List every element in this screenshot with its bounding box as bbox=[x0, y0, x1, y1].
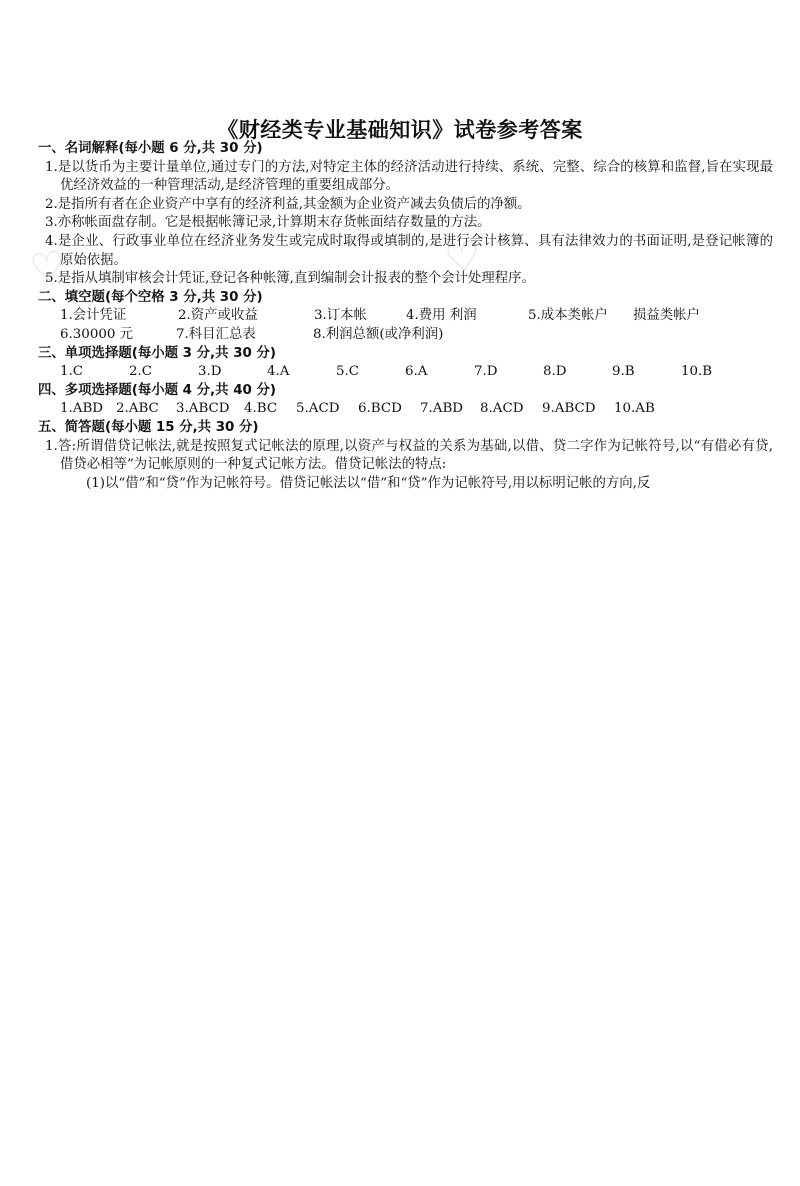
choice-answer: 4.A bbox=[267, 364, 290, 380]
choice-answer: 10.B bbox=[681, 364, 713, 380]
choice-answer: 5.C bbox=[336, 364, 360, 380]
choice-answer: 1.C bbox=[60, 364, 84, 380]
definition-answer-2: 2.是指所有者在企业资产中享有的经济利益,其金额为企业资产减去负债后的净额。 bbox=[45, 196, 531, 212]
choice-answer: 3.ABCD bbox=[176, 401, 230, 417]
watermark-logo-left: ♡ bbox=[26, 242, 69, 294]
choice-answer: 6.BCD bbox=[358, 401, 402, 417]
fill-answer: 4.费用 利润 bbox=[406, 308, 477, 324]
section-heading-single-choice: 三、单项选择题(每小题 3 分,共 30 分) bbox=[38, 345, 277, 361]
section-heading-fill-blanks: 二、填空题(每个空格 3 分,共 30 分) bbox=[38, 289, 263, 305]
definition-answer-4: 4.是企业、行政事业单位在经济业务发生或完成时取得或填制的,是进行会计核算、具有法律效力的书面证明,是登记帐簿的原始依据。 bbox=[45, 233, 773, 268]
section-heading-multiple-choice: 四、多项选择题(每小题 4 分,共 40 分) bbox=[38, 382, 277, 398]
multiple-choice-answers bbox=[38, 400, 773, 419]
single-choice-answers bbox=[38, 363, 773, 382]
choice-answer: 9.B bbox=[612, 364, 635, 380]
choice-answer: 7.ABD bbox=[420, 401, 464, 417]
choice-answer: 2.ABC bbox=[116, 401, 159, 417]
watermark-logo-right: ♡ bbox=[441, 232, 484, 284]
choice-answer: 7.D bbox=[474, 364, 498, 380]
section-heading-definitions: 一、名词解释(每小题 6 分,共 30 分) bbox=[38, 141, 263, 156]
choice-answer: 8.ACD bbox=[480, 401, 524, 417]
definition-answer-3: 3.亦称帐面盘存制。它是根据帐簿记录,计算期末存货帐面结存数量的方法。 bbox=[45, 215, 491, 231]
fill-answer: 8.利润总额(或净利润) bbox=[313, 326, 444, 342]
section-heading-short-answer: 五、简答题(每小题 15 分,共 30 分) bbox=[38, 419, 259, 435]
short-answer-1-point-1: (1)以“借”和“贷”作为记帐符号。借贷记帐法以“借”和“贷”作为记帐符号,用以标明记帐的方向,反 bbox=[86, 475, 651, 491]
choice-answer: 5.ACD bbox=[296, 401, 340, 417]
fill-answer: 损益类帐户 bbox=[633, 308, 700, 324]
choice-answer: 8.D bbox=[543, 364, 567, 380]
choice-answer: 1.ABD bbox=[60, 401, 104, 417]
choice-answer: 4.BC bbox=[244, 401, 278, 417]
choice-answer: 6.A bbox=[405, 364, 428, 380]
page-title: 《财经类专业基础知识》试卷参考答案 bbox=[217, 118, 583, 142]
choice-answer: 2.C bbox=[129, 364, 153, 380]
fill-answer: 7.科目汇总表 bbox=[176, 326, 256, 342]
fill-answer: 5.成本类帐户 bbox=[528, 308, 608, 324]
definition-answer-5: 5.是指从填制审核会计凭证,登记各种帐簿,直到编制会计报表的整个会计处理程序。 bbox=[45, 271, 535, 287]
short-answer-1: 1.答:所谓借贷记帐法,就是按照复式记帐法的原理,以资产与权益的关系为基础,以借、贷二字作为记帐符号,以“有借必有贷,借贷必相等”为记帐原则的一种复式记帐方法。借贷记帐法的特点: bbox=[45, 438, 773, 473]
fill-answer: 1.会计凭证 bbox=[60, 308, 127, 324]
definition-answer-1: 1.是以货币为主要计量单位,通过专门的方法,对特定主体的经济活动进行持续、系统、完整、综合的核算和监督,旨在实现最优经济效益的一种管理活动,是经济管理的重要组成部分。 bbox=[45, 159, 773, 194]
choice-answer: 10.AB bbox=[614, 401, 655, 417]
fill-answer: 3.订本帐 bbox=[314, 308, 367, 324]
fill-blank-row-1 bbox=[38, 307, 773, 326]
fill-answer: 6.30000 元 bbox=[60, 326, 134, 342]
fill-blank-row-2 bbox=[38, 326, 773, 345]
choice-answer: 3.D bbox=[198, 364, 222, 380]
fill-answer: 2.资产或收益 bbox=[178, 308, 258, 324]
answer-content bbox=[38, 140, 773, 493]
choice-answer: 9.ABCD bbox=[542, 401, 596, 417]
